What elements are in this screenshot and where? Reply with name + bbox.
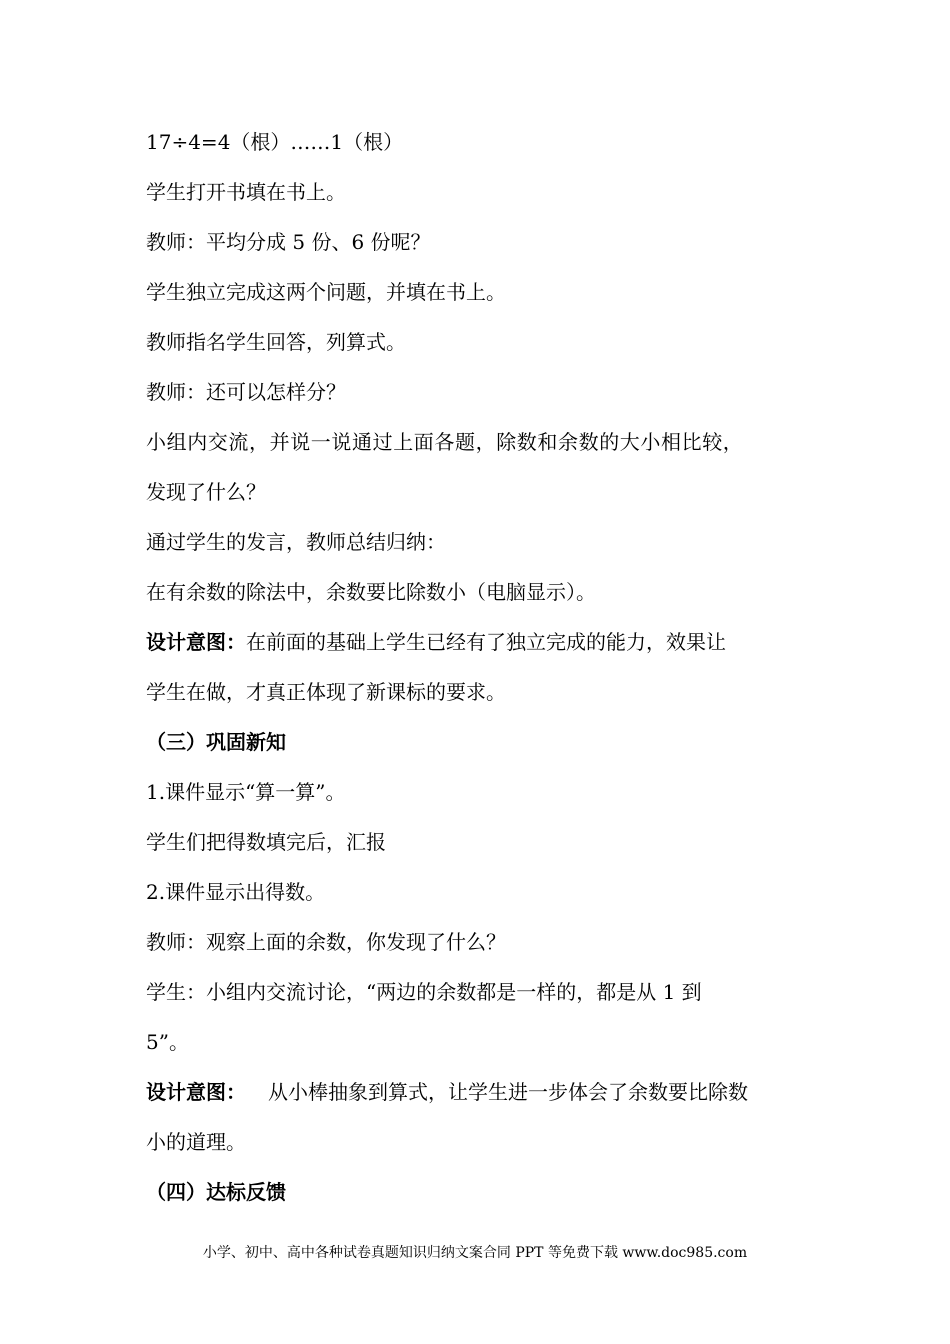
section-heading: （四）达标反馈 (146, 1180, 286, 1204)
design-intent-label: 设计意图： (146, 630, 246, 654)
text-line: 发现了什么？ (146, 480, 266, 504)
text-line: 17÷4=4（根）……1（根） (146, 130, 404, 154)
text-line: 小组内交流，并说一说通过上面各题，除数和余数的大小相比较， (146, 430, 744, 454)
text-line: 2.课件显示出得数。 (146, 880, 326, 904)
text-line: 通过学生的发言，教师总结归纳： (146, 530, 446, 554)
design-intent-paragraph (146, 628, 826, 656)
design-intent-label: 设计意图： (146, 1080, 246, 1104)
design-intent-paragraph (146, 1078, 826, 1106)
design-intent-text: 在前面的基础上学生已经有了独立完成的能力，效果让 (246, 630, 726, 654)
page-footer: 小学、初中、高中各种试卷真题知识归纳文案合同 PPT 等免费下载 www.doc985.com (202, 1245, 748, 1261)
text-line: 在有余数的除法中，余数要比除数小（电脑显示）。 (146, 580, 596, 604)
text-line: 教师：观察上面的余数，你发现了什么？ (146, 930, 506, 954)
text-line: 教师：平均分成 5 份、6 份呢？ (146, 230, 431, 254)
text-line: 教师指名学生回答，列算式。 (146, 330, 406, 354)
text-line: 学生打开书填在书上。 (146, 180, 346, 204)
text-line: 教师：还可以怎样分？ (146, 380, 346, 404)
design-intent-text: 从小棒抽象到算式，让学生进一步体会了余数要比除数 (268, 1080, 748, 1104)
section-heading: （三）巩固新知 (146, 730, 286, 754)
text-line: 学生：小组内交流讨论，“两边的余数都是一样的，都是从 1 到 (146, 980, 702, 1004)
text-line: 学生在做，才真正体现了新课标的要求。 (146, 680, 506, 704)
text-line: 5”。 (146, 1030, 189, 1054)
text-line: 学生们把得数填完后，汇报 (146, 830, 386, 854)
text-line: 1.课件显示“算一算”。 (146, 780, 346, 804)
text-line: 学生独立完成这两个问题，并填在书上。 (146, 280, 506, 304)
text-line: 小的道理。 (146, 1130, 246, 1154)
